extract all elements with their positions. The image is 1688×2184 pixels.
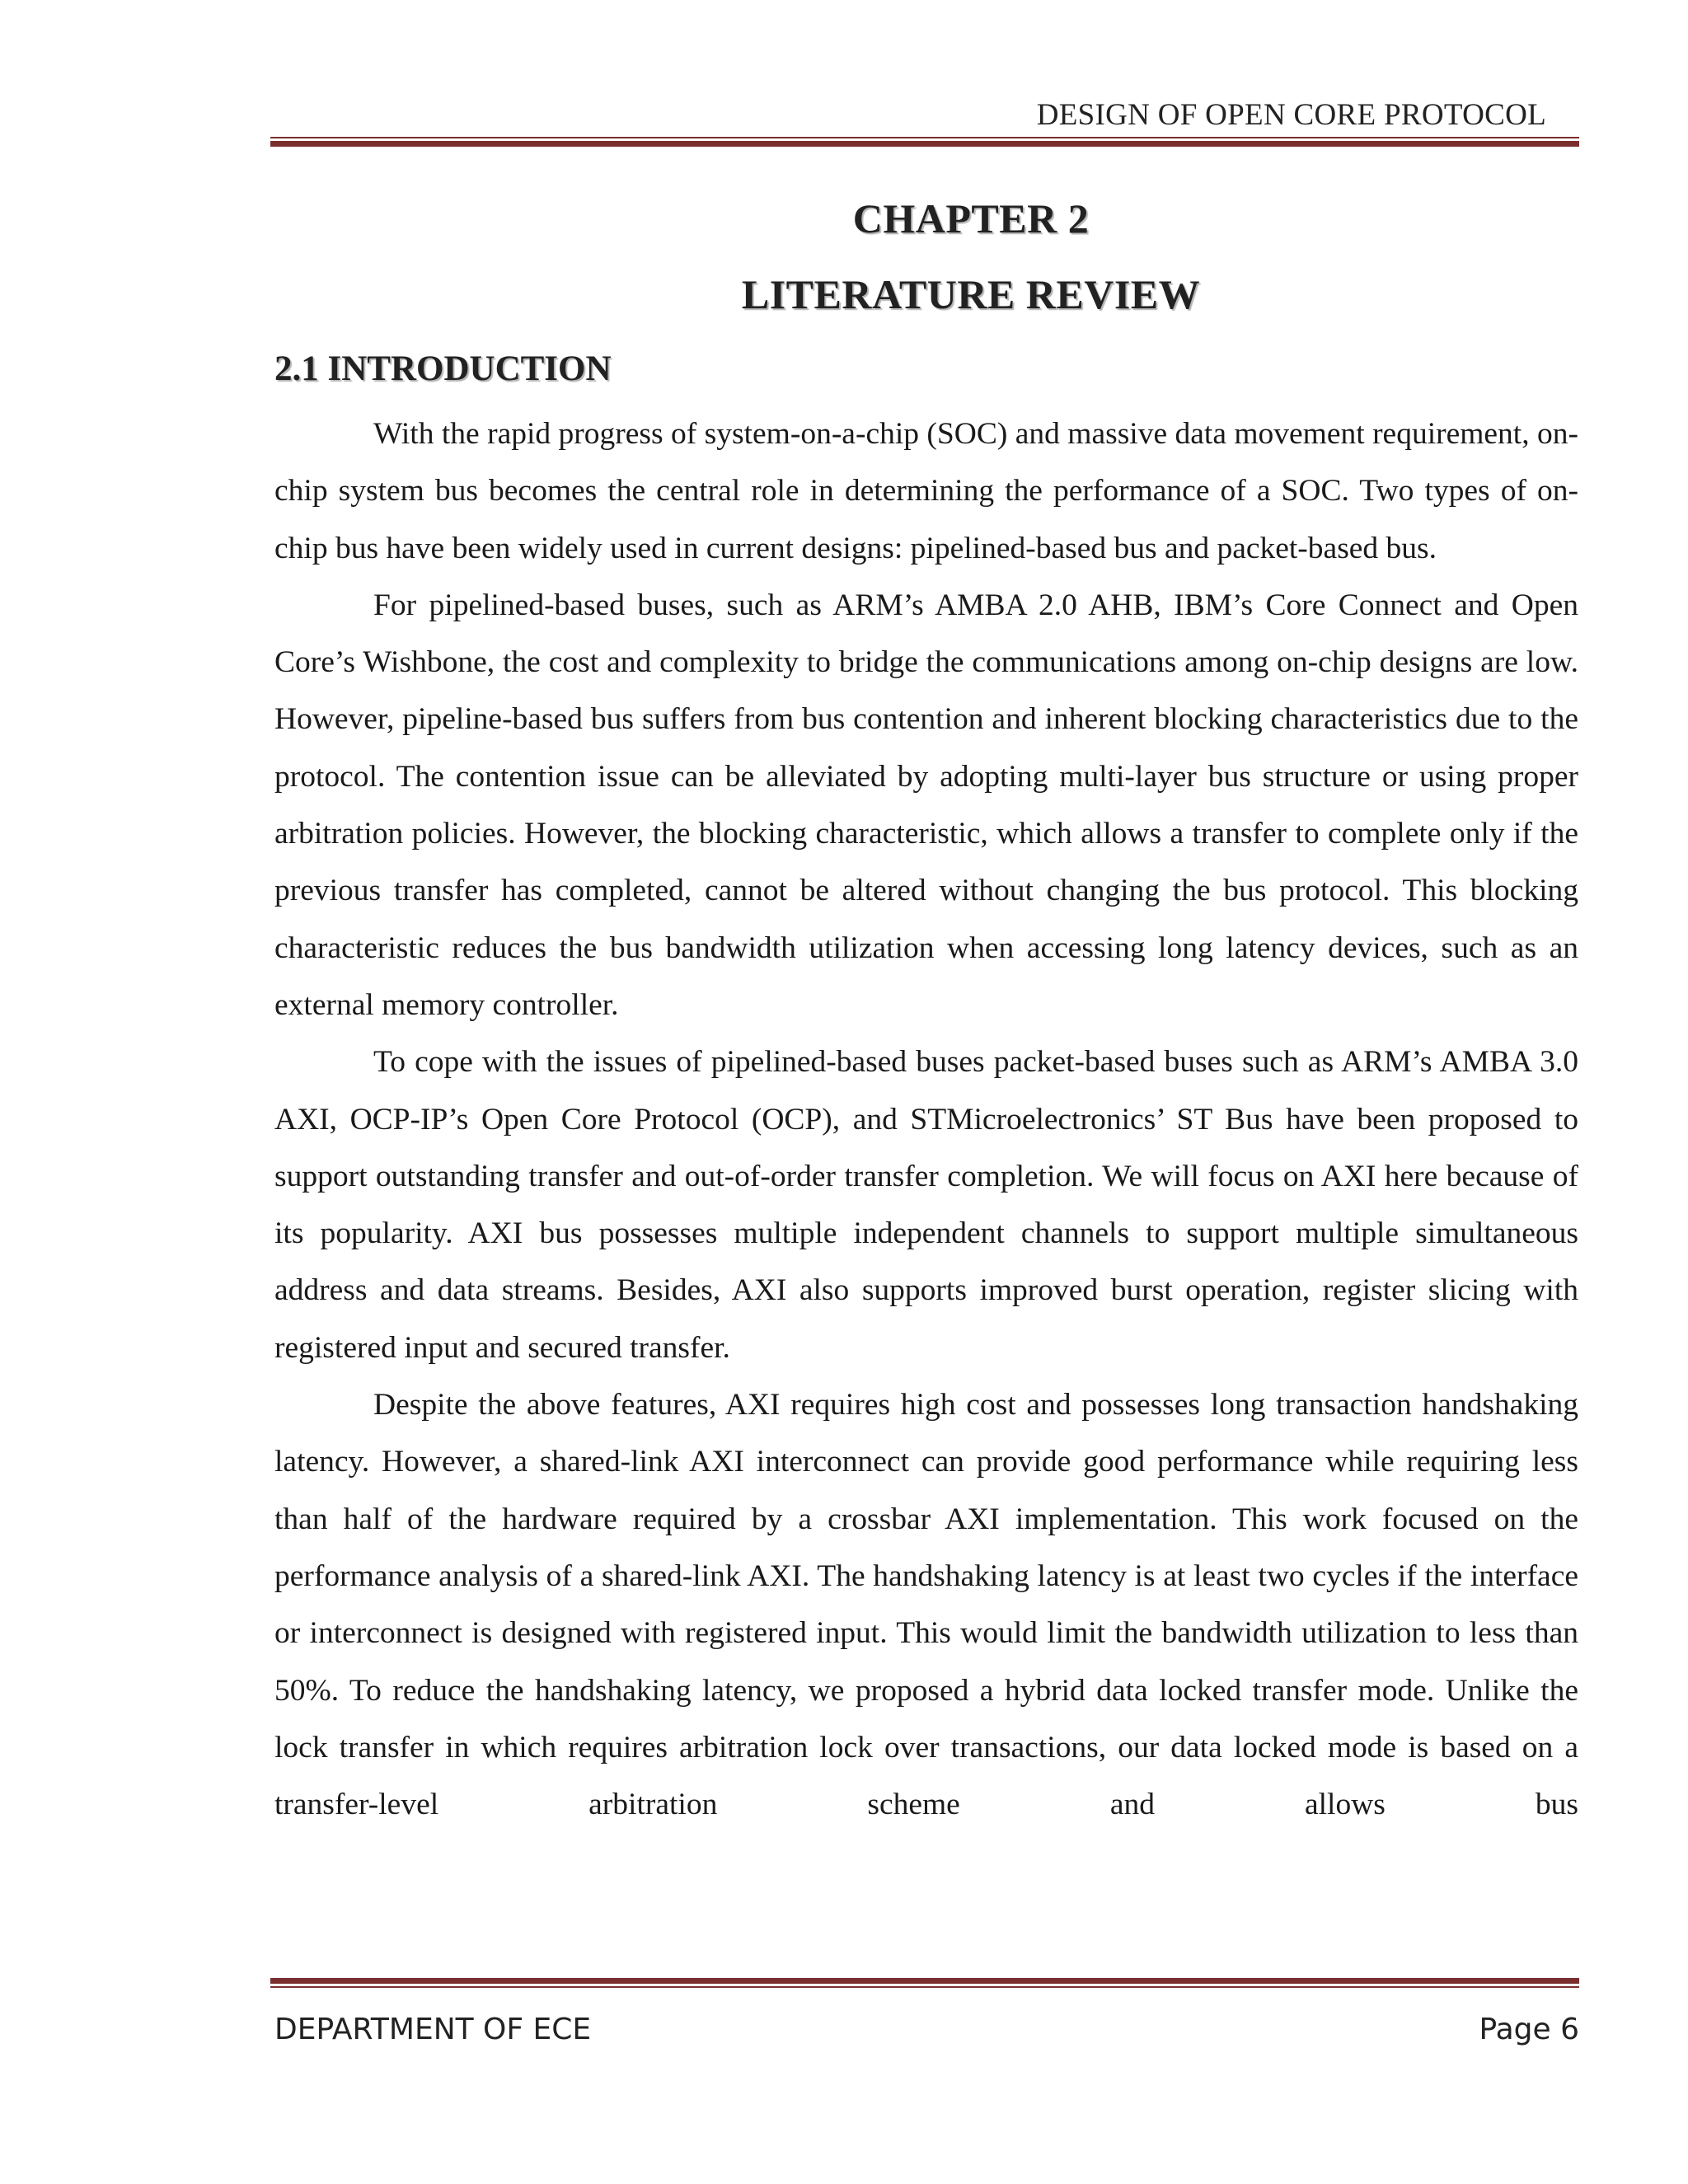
chapter-number: CHAPTER 2 bbox=[852, 195, 1090, 241]
footer-page-number: Page 6 bbox=[1479, 2013, 1579, 2046]
paragraph-3: To cope with the issues of pipelined-based buses packet-based buses such as ARM’s AMBA 3.0 AXI, OCP-IP’s Open Core Protocol (OCP), and STMicroelectronics’ ST Bus have been proposed to support outstanding transfer and out-of-order transfer completion. We will focus on AXI here because of its popularity. AXI bus possesses multiple independent channels to support multiple simultaneous address and data streams. Besides, AXI also supports improved burst operation, register slicing with registered input and secured transfer. bbox=[274, 1045, 1578, 1365]
header-rule-thick bbox=[270, 141, 1579, 147]
section-heading: 2.1 INTRODUCTION bbox=[274, 349, 612, 388]
footer-rule-thick bbox=[270, 1978, 1579, 1984]
paragraph-4: Despite the above features, AXI requires high cost and possesses long transaction handshaking latency. However, a shared-link AXI interconnect can provide good performance while requiring less than half of the hardware required by a crossbar AXI implementation. This work focused on the performance analysis of a shared-link AXI. The handshaking latency is at least two cycles if the interface or interconnect is designed with registered input. This would limit the bandwidth utilization to less than 50%. To reduce the handshaking latency, we proposed a hybrid data locked transfer mode. Unlike the lock transfer in which requires arbitration lock over transactions, our data locked mode is based on a transfer-level arbitration scheme and allows bus bbox=[274, 1388, 1578, 1822]
body-text bbox=[274, 405, 1578, 1833]
footer-department: DEPARTMENT OF ECE bbox=[274, 2013, 592, 2046]
footer-rule-thin bbox=[270, 1986, 1579, 1988]
header-rule-thin bbox=[270, 137, 1579, 138]
paragraph-2: For pipelined-based buses, such as ARM’s AMBA 2.0 AHB, IBM’s Core Connect and Open Core’s Wishbone, the cost and complexity to bridge the communications among on-chip designs are low. However, pipeline-based bus suffers from bus contention and inherent blocking characteristics due to the protocol. The contention issue can be alleviated by adopting multi-layer bus structure or using proper arbitration policies. However, the blocking characteristic, which allows a transfer to complete only if the previous transfer has completed, cannot be altered without changing the bus protocol. This blocking characteristic reduces the bus bandwidth utilization when accessing long latency devices, such as an external memory controller. bbox=[274, 588, 1578, 1022]
running-header: DESIGN OF OPEN CORE PROTOCOL bbox=[1036, 98, 1546, 132]
paragraph-1: With the rapid progress of system-on-a-chip (SOC) and massive data movement requirement, on-chip system bus becomes the central role in determining the performance of a SOC. Two types of on-chip bus have been widely used in current designs: pipelined-based bus and packet-based bus. bbox=[274, 417, 1578, 565]
chapter-title: LITERATURE REVIEW bbox=[741, 271, 1201, 317]
